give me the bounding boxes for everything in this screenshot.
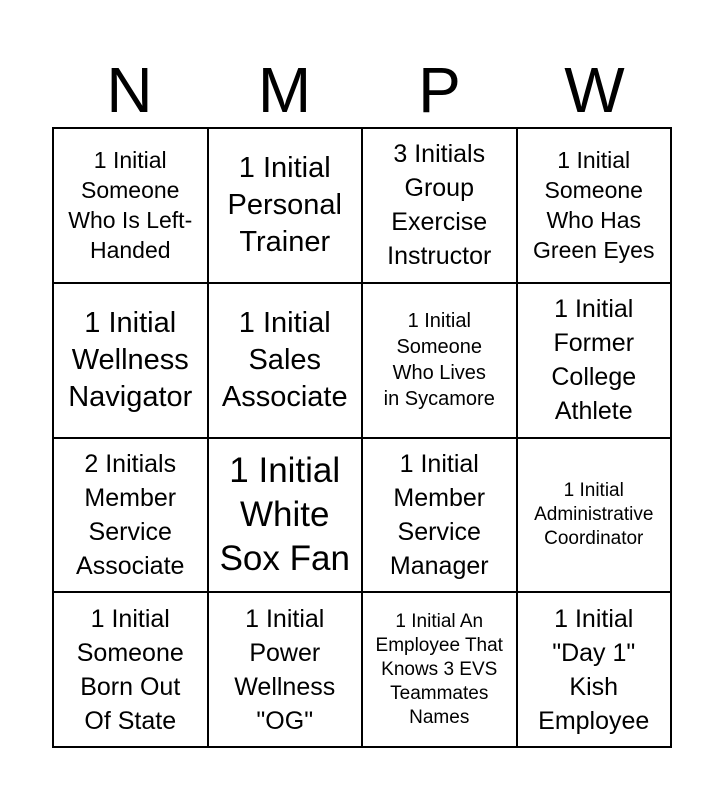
bingo-cell[interactable] — [363, 593, 518, 748]
cell-text: 1 Initial Personal Trainer — [227, 151, 342, 258]
bingo-cell[interactable] — [209, 439, 364, 594]
cell-text: 1 Initial Someone Born Out Of State — [76, 604, 184, 735]
cell-text: 1 Initial Administrative Coordinator — [534, 479, 654, 549]
bingo-cell[interactable] — [54, 284, 209, 439]
cell-text: 1 Initial "Day 1" Kish Employee — [538, 604, 650, 735]
bingo-cell[interactable] — [54, 593, 209, 748]
cell-text: 1 Initial Power Wellness "OG" — [234, 604, 336, 735]
header-letter-m: M — [257, 54, 312, 126]
bingo-cell[interactable] — [518, 439, 673, 594]
bingo-cell[interactable] — [209, 284, 364, 439]
header-letter-n: N — [106, 54, 153, 126]
bingo-cell[interactable] — [54, 129, 209, 284]
bingo-cell[interactable] — [363, 129, 518, 284]
cell-text: 1 Initial Someone Who Is Left- Handed — [68, 147, 193, 264]
bingo-cell[interactable] — [54, 439, 209, 594]
cell-text: 1 Initial Former College Athlete — [551, 295, 637, 426]
bingo-header — [52, 52, 672, 128]
header-letter-p: P — [418, 54, 461, 126]
cell-text: 2 Initials Member Service Associate — [76, 449, 185, 580]
cell-text: 1 Initial An Employee That Knows 3 EVS Teammates Names — [375, 610, 503, 728]
bingo-cell[interactable] — [209, 593, 364, 748]
bingo-cell[interactable] — [209, 129, 364, 284]
cell-text: 1 Initial Someone Who Has Green Eyes — [533, 147, 655, 264]
bingo-cell[interactable] — [518, 129, 673, 284]
bingo-grid — [52, 127, 672, 748]
bingo-cell[interactable] — [363, 284, 518, 439]
cell-text: 1 Initial Wellness Navigator — [68, 306, 193, 413]
bingo-cell[interactable] — [518, 284, 673, 439]
bingo-cell[interactable] — [363, 439, 518, 594]
cell-text: 3 Initials Group Exercise Instructor — [387, 140, 492, 271]
cell-text: 1 Initial Someone Who Lives in Sycamore — [383, 310, 495, 411]
bingo-cell[interactable] — [518, 593, 673, 748]
cell-text: 1 Initial Member Service Manager — [389, 449, 489, 580]
header-letter-w: W — [564, 54, 625, 126]
cell-text: 1 Initial Sales Associate — [221, 306, 348, 413]
cell-text: 1 Initial White Sox Fan — [219, 450, 350, 578]
